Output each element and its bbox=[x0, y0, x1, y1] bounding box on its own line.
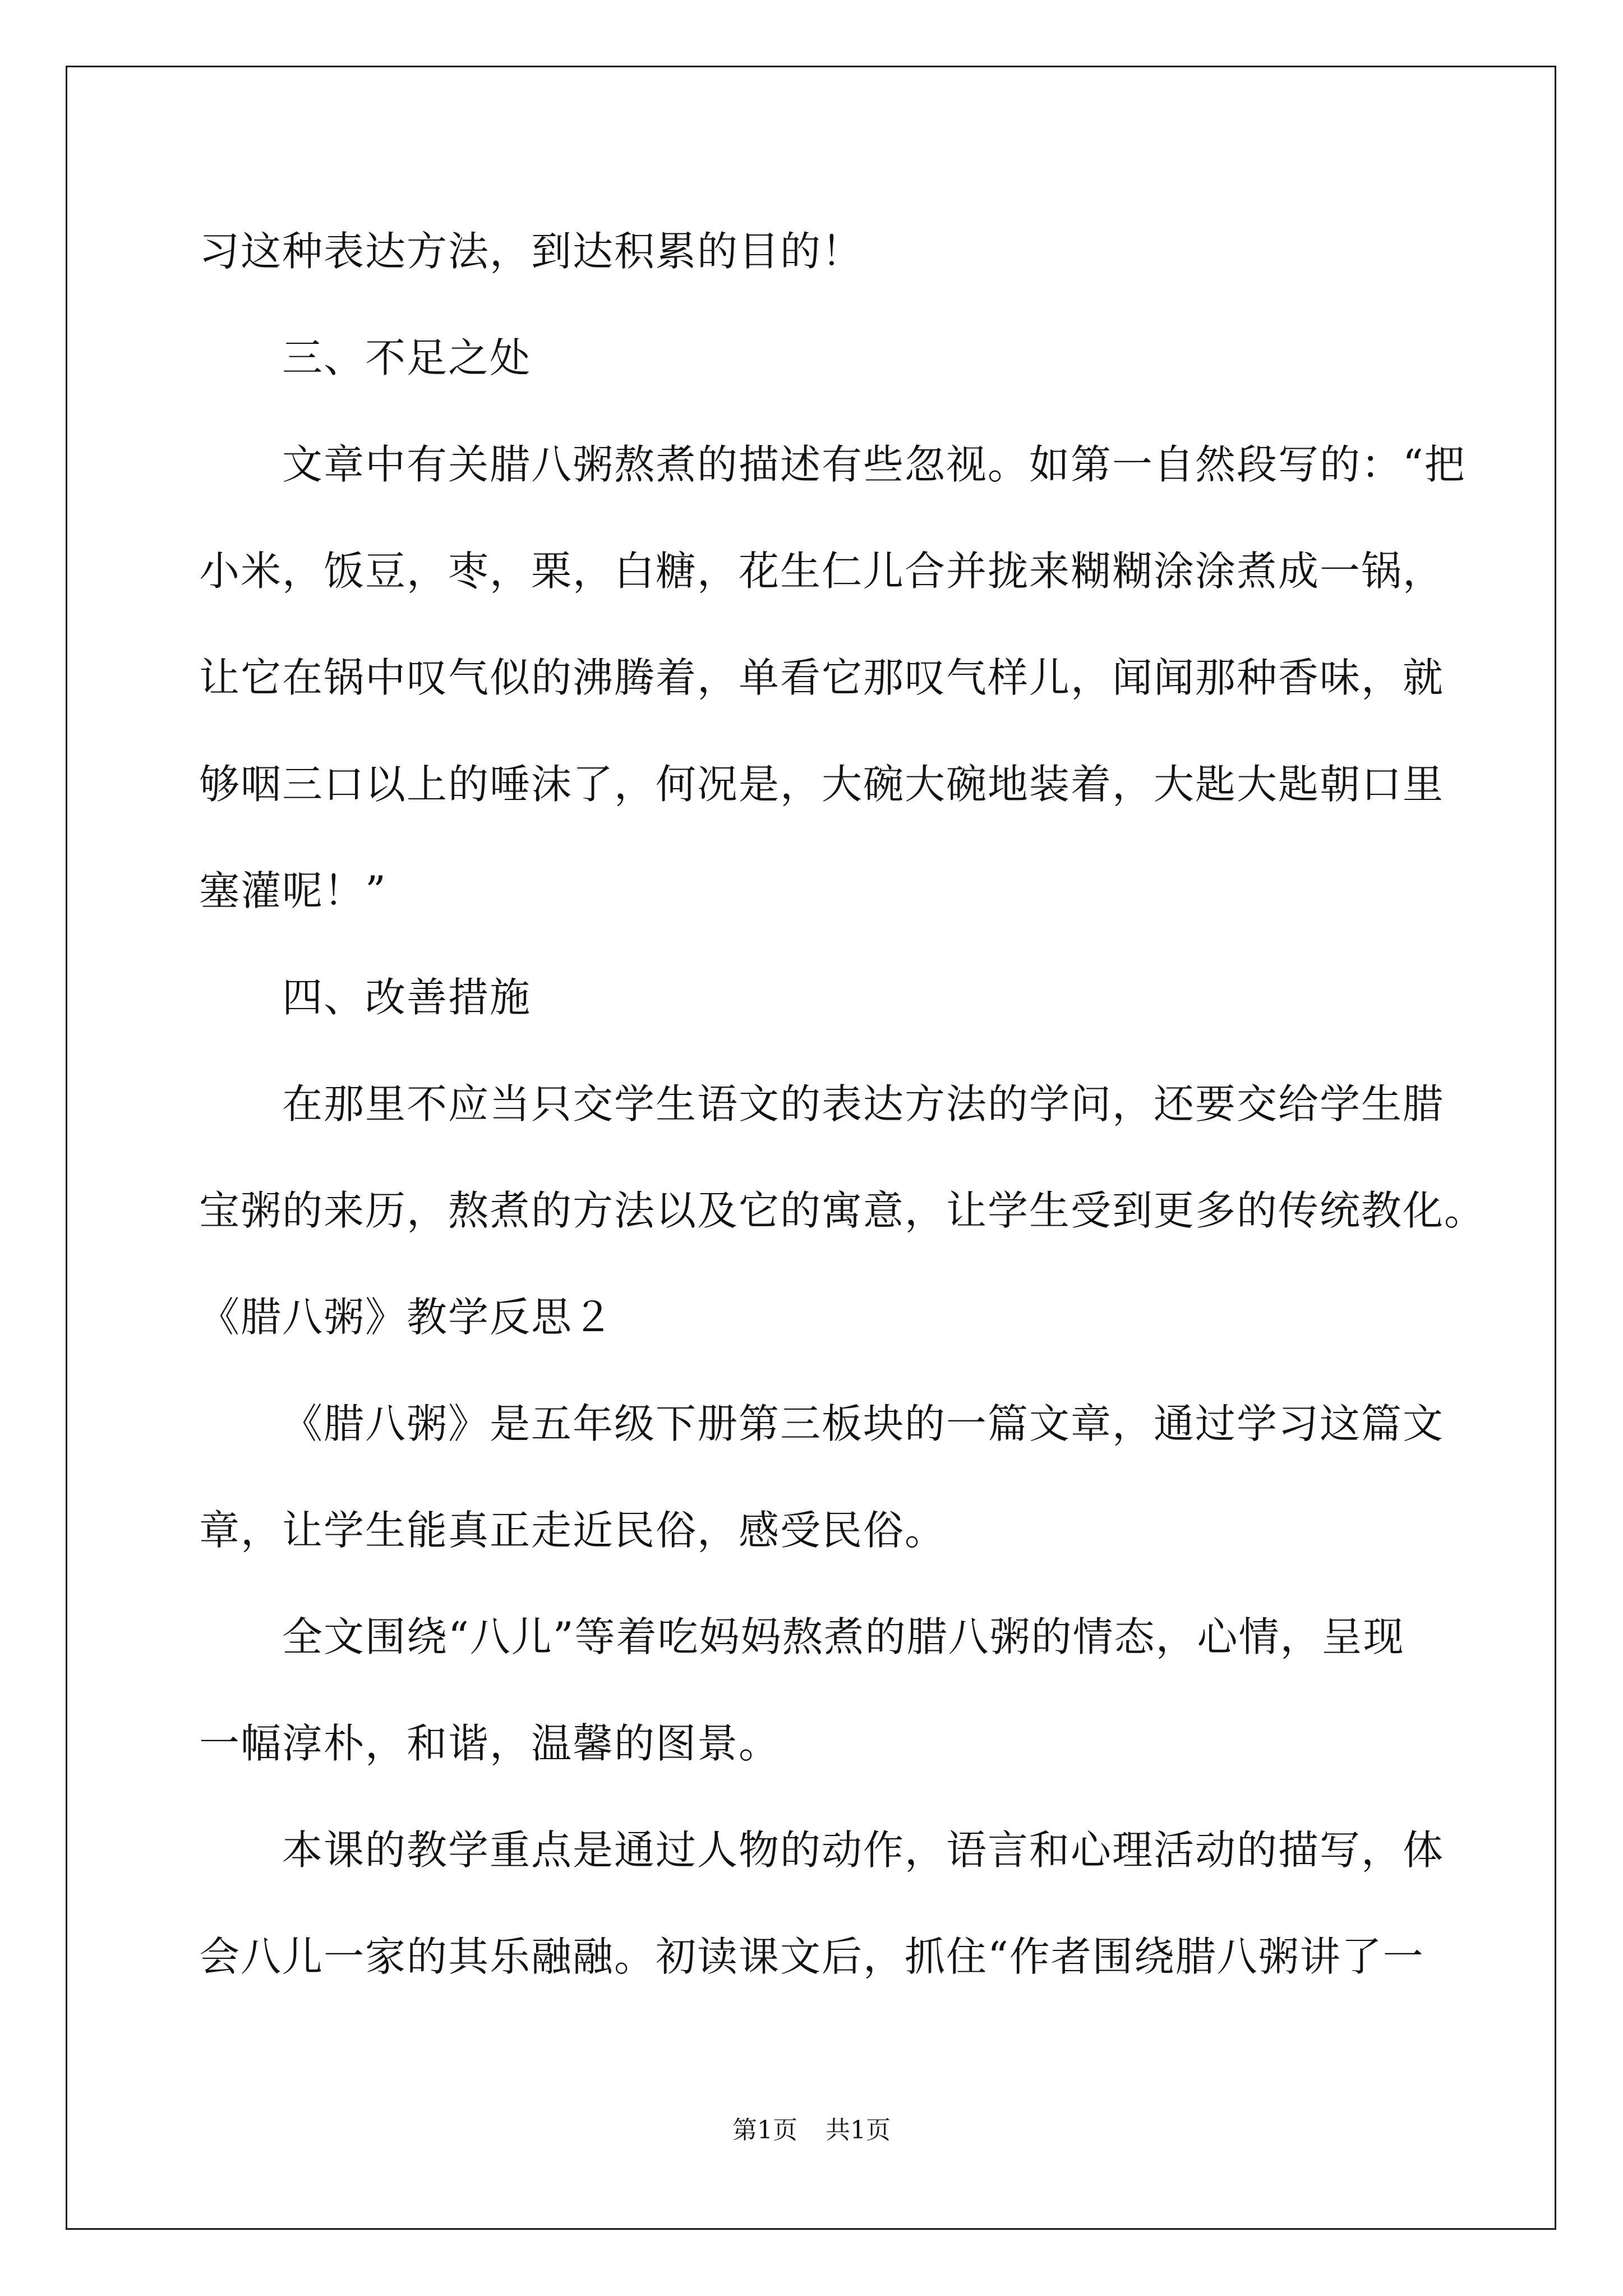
text-line: 会八儿一家的其乐融融。初读课文后，抓住“作者围绕腊八粥讲了一 bbox=[199, 1933, 1424, 1980]
page-number: 第1页 bbox=[732, 2116, 797, 2145]
page-total: 共1页 bbox=[826, 2116, 891, 2145]
text-line: 一幅淳朴，和谐，温馨的图景。 bbox=[199, 1720, 781, 1767]
section-heading: 三、不足之处 bbox=[282, 334, 532, 381]
section-heading: 四、改善措施 bbox=[282, 974, 532, 1021]
text-line: 够咽三口以上的唾沫了，何况是，大碗大碗地装着，大匙大匙朝口里 bbox=[199, 761, 1445, 808]
text-line: 全文围绕“八儿”等着吃妈妈熬煮的腊八粥的情态，心情，呈现 bbox=[282, 1613, 1405, 1660]
page-footer bbox=[0, 2114, 1623, 2147]
text-line: 塞灌呢！” bbox=[199, 867, 387, 914]
text-line: 本课的教学重点是通过人物的动作，语言和心理活动的描写，体 bbox=[282, 1826, 1445, 1874]
text-line: 在那里不应当只交学生语文的表达方法的学问，还要交给学生腊 bbox=[282, 1080, 1445, 1128]
text-line: 让它在锅中叹气似的沸腾着，单看它那叹气样儿，闻闻那种香味，就 bbox=[199, 654, 1445, 701]
text-line: 宝粥的来历，熬煮的方法以及它的寓意，让学生受到更多的传统教化。 bbox=[199, 1187, 1486, 1234]
text-line: 习这种表达方法，到达积累的目的！ bbox=[199, 228, 864, 275]
article-title: 《腊八粥》教学反思２ bbox=[199, 1294, 615, 1341]
text-line: 文章中有关腊八粥熬煮的描述有些忽视。如第一自然段写的：“把 bbox=[282, 441, 1466, 488]
text-line: 《腊八粥》是五年级下册第三板块的一篇文章，通过学习这篇文 bbox=[282, 1400, 1445, 1447]
text-line: 章，让学生能真正走近民俗，感受民俗。 bbox=[199, 1507, 947, 1554]
text-line: 小米，饭豆，枣，栗，白糖，花生仁儿合并拢来糊糊涂涂煮成一锅， bbox=[199, 547, 1445, 595]
page-border bbox=[66, 66, 1556, 2230]
